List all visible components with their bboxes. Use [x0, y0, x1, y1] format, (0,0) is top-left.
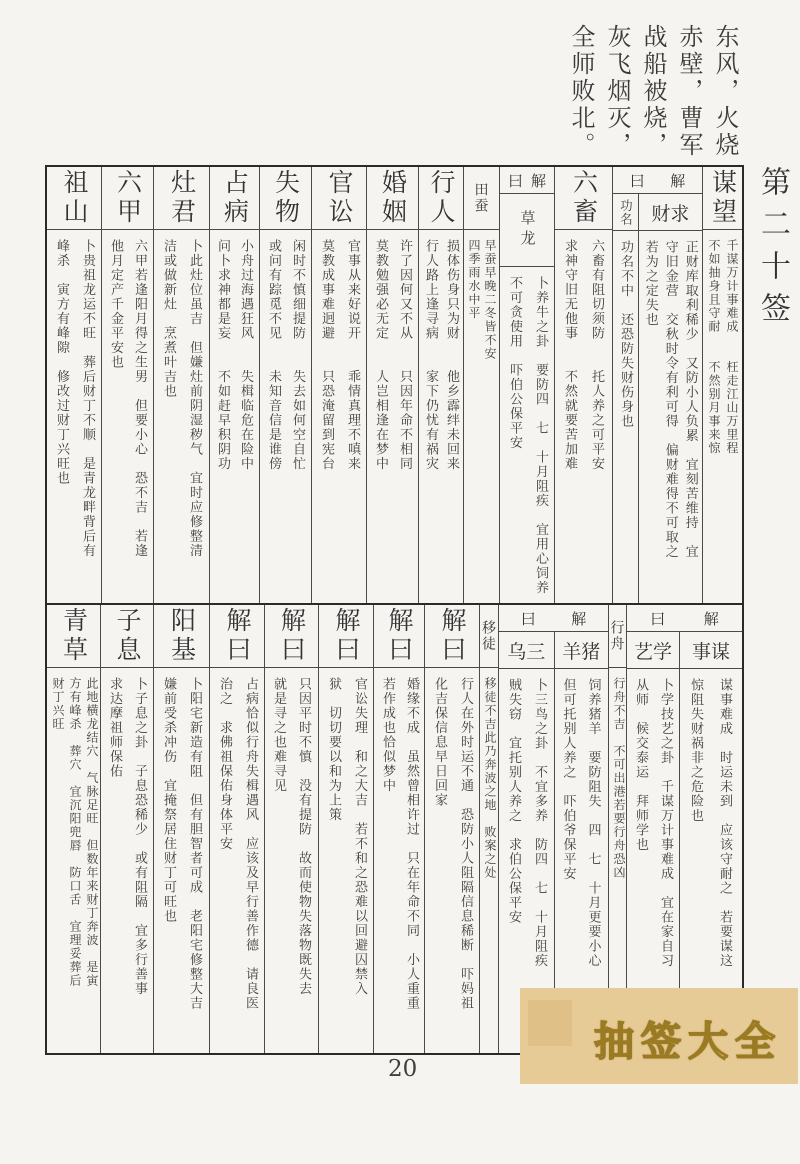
column-jieyue-xueyi-moushi — [627, 605, 742, 1053]
vertical-text — [267, 677, 317, 1049]
vertical-text — [212, 677, 264, 1049]
text-line: 不如抽身且守耐 不然别月事来惊 — [707, 239, 721, 455]
text-line: 求达摩祖师保佑 — [108, 677, 123, 779]
vertical-text — [104, 239, 152, 599]
column-body — [47, 668, 100, 1053]
watermark-seal — [528, 1000, 572, 1046]
text-line: 正财库取利稀少 又防小人负累 宜刻苦维持 宜 — [683, 240, 699, 559]
column-header-cell — [319, 605, 373, 668]
jieyue-strip-char: 曰 — [629, 172, 645, 190]
column-header: 官讼 — [325, 169, 353, 227]
text-line: 问卜求神都是妄 不如赶早积阴功 — [216, 239, 231, 471]
column-zixi — [101, 605, 154, 1053]
vertical-text — [502, 276, 554, 599]
jieyue-strip-char: 曰 — [507, 172, 523, 190]
column-header: 谋望 — [708, 169, 737, 227]
text-line: 守旧金营 交秋时令有利可得 偏财难得不可取之 — [663, 240, 679, 559]
subcolumn-header: 事谋 — [680, 632, 742, 669]
vertical-text — [156, 677, 208, 1049]
text-line: 化吉保信息早日回家 — [433, 677, 448, 808]
column-body — [419, 230, 463, 603]
text-line: 若作成也恰似梦中 — [381, 677, 396, 793]
jieyue-strip-char: 曰 — [650, 610, 666, 628]
column-body — [703, 230, 742, 603]
column-tiancan — [464, 167, 500, 603]
text-line: 行人路上逢寻病 家下仍忧有祸灾 — [424, 239, 439, 471]
text-line: 六甲若逢阳月得之生男 但要小心 恐不吉 若逢 — [133, 239, 148, 558]
column-header: 青草 — [59, 607, 88, 665]
vertical-text — [262, 239, 310, 599]
text-line: 卜子息之卦 子息恐稀少 或有阻隔 宜多行善事 — [133, 677, 148, 996]
text-line: 行人在外时运不通 恐防小人阻隔信息稀断 吓妈祖 — [459, 677, 474, 1011]
column-mouwang — [703, 167, 742, 603]
text-line: 嫌前受杀冲伤 宜掩祭居住财丁可旺也 — [162, 677, 177, 924]
subcolumn-gongming — [613, 194, 639, 603]
intro-verse-line: 灰飞烟灭， — [603, 24, 630, 159]
text-line: 功名不中 还恐防失财伤身也 — [619, 240, 634, 429]
subcolumn-header: 功名 — [613, 194, 638, 231]
subcolumn-qiucai — [639, 194, 702, 603]
column-header: 祖山 — [60, 169, 88, 227]
column-header: 失物 — [271, 169, 300, 227]
jieyue-strip-char: 解 — [571, 610, 587, 628]
text-line: 早蚕早晚二冬皆不安 — [483, 239, 497, 361]
subcolumn-header: 草龙 — [500, 194, 554, 267]
column-body — [210, 230, 259, 603]
text-line: 莫教成事难迥避 只恐淹留到宪台 — [320, 239, 335, 471]
subcolumn-header: 财求 — [639, 194, 702, 231]
table-top-section — [47, 167, 742, 605]
text-line: 行舟不吉 不可出港若要行舟恐凶 — [612, 677, 626, 880]
column-header-cell — [210, 167, 259, 230]
text-line: 财丁兴旺 — [51, 677, 65, 731]
text-line: 但可托别人养之 吓伯爷保平安 — [561, 678, 577, 881]
vertical-text — [466, 239, 498, 599]
column-header-cell — [480, 605, 498, 668]
column-header-cell — [425, 605, 479, 668]
text-line: 六畜有阻切须防 托人养之可平安 — [590, 239, 605, 471]
text-line: 四季雨水中平 — [467, 239, 481, 320]
column-header-cell — [154, 167, 209, 230]
column-jie-guansong — [319, 605, 374, 1053]
subcolumn-header: 艺学 — [627, 632, 679, 669]
text-line: 占病恰似行舟失楫遇风 应该及早行善作德 请良医 — [244, 677, 259, 1011]
column-header: 六甲 — [113, 169, 142, 227]
intro-verse-line: 全师败北。 — [567, 24, 594, 159]
column-header-cell — [260, 167, 311, 230]
text-line: 求神守旧无他事 不然就要苦加难 — [563, 239, 578, 471]
column-header-cell — [374, 605, 424, 668]
column-liuchu — [555, 167, 613, 603]
column-body — [367, 230, 418, 603]
intro-verse-line: 赤壁，曹军 — [675, 24, 702, 159]
column-header: 移徒 — [481, 620, 497, 652]
column-zhanbing — [210, 167, 260, 603]
text-line: 卜三鸟之卦 不宜多养 防四 七 十月阻疾 — [533, 678, 548, 968]
jieyue-strip-char: 解 — [703, 610, 719, 628]
vertical-text — [427, 677, 479, 1049]
column-jieyue-caolong — [500, 167, 555, 603]
vertical-text — [641, 240, 701, 599]
column-header: 解曰 — [277, 607, 306, 665]
column-xingren — [419, 167, 464, 603]
column-jieyue-sanniao-zhuyang — [499, 605, 609, 1053]
column-body — [555, 230, 612, 603]
column-body — [101, 668, 153, 1053]
subcolumn-header: 羊猪 — [555, 632, 609, 669]
table-bottom-section — [47, 605, 742, 1053]
jieyue-strip-char: 解 — [530, 172, 546, 190]
column-body — [319, 668, 373, 1053]
text-line: 洁或做新灶 烹煮叶吉也 — [162, 239, 177, 399]
intro-verse-line: 战船被烧， — [639, 24, 666, 159]
text-line: 峰杀 寅方有峰隙 修改过财丁兴旺也 — [55, 239, 70, 486]
column-header-cell — [265, 605, 318, 668]
jieyue-strip-char: 曰 — [520, 610, 536, 628]
column-header-cell — [419, 167, 463, 230]
vertical-text — [212, 239, 258, 599]
column-header: 子息 — [113, 607, 141, 665]
vertical-text — [615, 240, 638, 599]
column-body — [613, 231, 638, 603]
column-header: 六畜 — [569, 169, 598, 227]
text-line: 谋事难成 时运未到 应该守耐之 若要谋这 — [718, 678, 733, 968]
column-body — [102, 230, 153, 603]
column-header-cell — [464, 167, 499, 230]
text-line: 就是寻之也难寻见 — [272, 677, 287, 793]
column-hunyin — [367, 167, 419, 603]
vertical-text — [321, 677, 373, 1049]
text-line: 卜贵祖龙运不旺 葬后财丁不顺 是青龙畔背后有 — [81, 239, 96, 558]
column-xingzhou — [609, 605, 627, 1053]
subcolumn-header: 乌三 — [499, 632, 554, 669]
text-line: 卜阳宅新造有阻 但有胆智者可成 老阳宅修整大吉 — [188, 677, 203, 1011]
column-header: 解曰 — [438, 607, 466, 665]
text-line: 小舟过海遇狂风 失楫临危在险中 — [239, 239, 254, 471]
column-header-cell — [367, 167, 418, 230]
column-jie-zhanbing — [210, 605, 265, 1053]
column-zaojun — [154, 167, 210, 603]
column-body — [639, 231, 702, 603]
column-zushan — [47, 167, 102, 603]
column-header: 解曰 — [223, 607, 251, 665]
column-header-cell — [47, 167, 101, 230]
text-line: 婚缘不成 虽然曾相许过 只在年命不同 小人重重 — [405, 677, 420, 1011]
column-jie-shiwu — [265, 605, 319, 1053]
column-header-cell — [154, 605, 209, 668]
column-qingcao — [47, 605, 101, 1053]
text-line: 移徒不吉此乃奔波之地 败案之处 — [483, 677, 497, 880]
column-header: 解曰 — [332, 607, 360, 665]
text-line: 闲时不慎细提防 失去如何空自忙 — [291, 239, 306, 471]
text-line: 或问有踪觅不见 未知音信是谁傍 — [267, 239, 282, 471]
watermark-box — [520, 988, 798, 1084]
text-line: 官讼失理 和之大吉 若不和之恐难以回避囚禁入 — [353, 677, 368, 996]
jieyue-strip — [613, 167, 702, 194]
vertical-text — [103, 677, 153, 1049]
column-body — [265, 668, 318, 1053]
column-body — [47, 230, 101, 603]
text-line: 狱 切切要以和为上策 — [327, 677, 342, 822]
column-body — [374, 668, 424, 1053]
column-header-cell — [555, 167, 612, 230]
jieyue-strip-char: 解 — [670, 172, 686, 190]
column-body — [154, 230, 209, 603]
vertical-text — [314, 239, 366, 599]
column-header-cell — [102, 167, 153, 230]
text-line: 莫教勉强必无定 人岂相逢在梦中 — [374, 239, 389, 471]
column-header: 阳基 — [167, 607, 196, 665]
column-body — [480, 668, 498, 1053]
text-line: 不可贪使用 吓伯公保平安 — [508, 276, 523, 450]
text-line: 从师 候交泰运 拜师学也 — [634, 678, 649, 852]
column-jieyue-gongming-qiucai — [613, 167, 703, 603]
text-line: 若为之定失也 — [643, 240, 659, 327]
vertical-text — [369, 239, 417, 599]
text-line: 千谋万计事难成 枉走江山万里程 — [725, 239, 739, 455]
column-header: 灶君 — [167, 169, 196, 227]
column-body — [260, 230, 311, 603]
column-header: 田蚕 — [473, 182, 490, 214]
text-line: 损体伤身只为财 他乡霹绊未回来 — [445, 239, 460, 471]
text-line: 他月定产千金平安也 — [109, 239, 124, 370]
column-header: 行舟 — [609, 620, 626, 652]
column-body — [312, 230, 366, 603]
text-line: 贼失窃 宜托别人养之 求伯公保平安 — [507, 678, 522, 925]
column-body — [464, 230, 499, 603]
text-line: 惊阻失财祸非之危险也 — [689, 678, 704, 823]
column-header-cell — [101, 605, 153, 668]
jieyue-strip — [627, 605, 742, 632]
column-jie-hunyin — [374, 605, 425, 1053]
column-guansong — [312, 167, 367, 603]
column-body — [425, 668, 479, 1053]
vertical-text — [705, 239, 741, 599]
jieyue-strip — [499, 605, 608, 632]
vertical-text — [49, 239, 101, 599]
text-line: 卜养牛之卦 要防四 七 十月阻疾 宜用心饲养 — [534, 276, 549, 595]
column-header-cell — [703, 167, 742, 230]
column-header: 行人 — [427, 169, 455, 227]
vertical-text — [376, 677, 424, 1049]
text-line: 许了因何又不从 只因年命不相同 — [398, 239, 413, 471]
group-subcolumns — [613, 194, 702, 603]
text-line: 此地横龙结穴 气脉足旺 但数年来财丁奔波 是寅 — [85, 677, 99, 988]
intro-verse-line: 东风，火烧 — [711, 24, 738, 159]
page-number: 20 — [388, 1056, 418, 1082]
vertical-text — [482, 677, 498, 1049]
column-liujia — [102, 167, 154, 603]
column-header: 占病 — [220, 169, 249, 227]
column-yitu — [480, 605, 499, 1053]
watermark-title: 抽签大全 — [594, 1020, 782, 1064]
column-jie-xingren — [425, 605, 480, 1053]
text-line: 只因平时不慎 没有提防 故而使物失落物既失去 — [297, 677, 312, 996]
column-header-cell — [609, 605, 626, 668]
vertical-text — [49, 677, 100, 1049]
column-header-cell — [210, 605, 264, 668]
column-yangji — [154, 605, 210, 1053]
column-body — [500, 267, 554, 603]
column-body — [210, 668, 264, 1053]
column-header-cell — [312, 167, 366, 230]
text-line: 方有峰杀 葬穴 宜沉阳兜唇 防口舌 宜理妥葬后 — [68, 677, 82, 988]
column-header: 婚姻 — [378, 169, 407, 227]
text-line: 官事从来好说开 乖情真理不嗔来 — [346, 239, 361, 471]
vertical-text — [156, 239, 208, 599]
column-header-cell — [47, 605, 100, 668]
column-shiwu — [260, 167, 312, 603]
sign-number: 第二十签 — [756, 166, 789, 334]
text-line: 卜此灶位虽吉 但嫌灶前阴湿秽气 宜时应修整清 — [188, 239, 203, 558]
column-body — [154, 668, 209, 1053]
column-header: 解曰 — [385, 607, 413, 665]
jieyue-strip — [500, 167, 554, 194]
text-line: 治之 求佛祖保佑身体平安 — [218, 677, 233, 851]
text-line: 卜学技艺之卦 千谋万计事难成 宜在家自习 — [659, 678, 674, 968]
vertical-text — [421, 239, 463, 599]
fortune-table — [45, 165, 744, 1055]
vertical-text — [557, 239, 611, 599]
text-line: 饲养猪羊 要防阻失 四 七 十月更要小心 — [586, 678, 602, 968]
